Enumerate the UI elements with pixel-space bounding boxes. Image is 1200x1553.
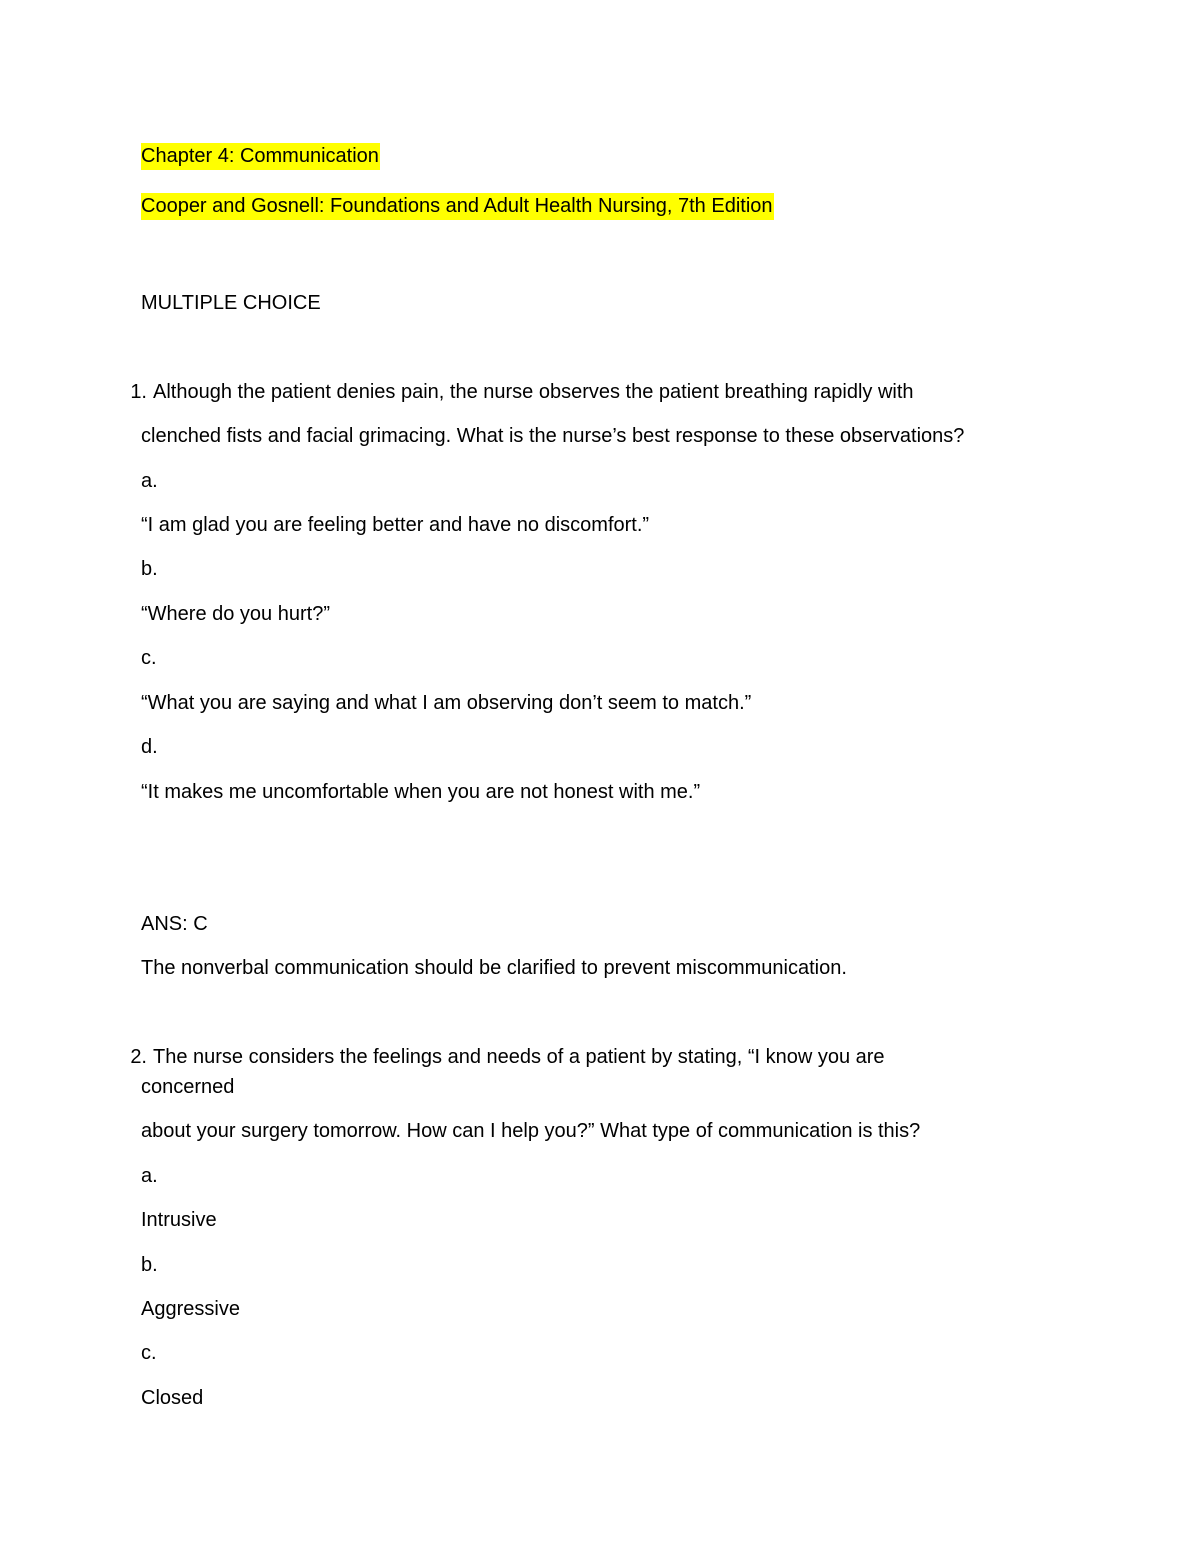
question-2-stem-line-2: concerned [141, 1076, 235, 1098]
question-2-stem-line-3: about your surgery tomorrow. How can I help you?” What type of communication is this? [141, 1120, 921, 1142]
chapter-title [141, 144, 380, 168]
question-1-stem-line-1 [111, 380, 914, 404]
question-1-rationale: The nonverbal communication should be clarified to prevent miscommunication. [141, 957, 847, 979]
question-2-number: 2. [130, 1046, 147, 1068]
question-1-option-a-text: “I am glad you are feeling better and have no discomfort.” [141, 514, 650, 536]
chapter-title-text: Chapter 4: Communication [141, 143, 380, 170]
question-2-stem-text: The nurse considers the feelings and needs of a patient by stating, “I know you are [153, 1046, 885, 1068]
question-2-option-c-text: Closed [141, 1387, 204, 1409]
question-1-option-b-text: “Where do you hurt?” [141, 603, 330, 625]
question-1-number: 1. [130, 381, 147, 403]
question-1-option-c-text: “What you are saying and what I am observing don’t seem to match.” [141, 692, 752, 714]
question-2-option-b-text: Aggressive [141, 1298, 240, 1320]
question-1-option-b-letter: b. [141, 558, 158, 580]
question-1-answer: ANS: C [141, 913, 208, 935]
question-1-option-d-letter: d. [141, 736, 158, 758]
book-title [141, 194, 774, 218]
question-2-option-a-text: Intrusive [141, 1209, 217, 1231]
question-1-stem-line-2: clenched fists and facial grimacing. What is the nurse’s best response to these observations? [141, 425, 965, 447]
question-1-option-a-letter: a. [141, 470, 158, 492]
question-2-option-c-letter: c. [141, 1342, 157, 1364]
question-1-stem-text: Although the patient denies pain, the nurse observes the patient breathing rapidly with [153, 381, 914, 403]
book-title-text: Cooper and Gosnell: Foundations and Adult Health Nursing, 7th Edition [141, 193, 774, 220]
question-1-option-d-text: “It makes me uncomfortable when you are not honest with me.” [141, 781, 701, 803]
question-2-option-a-letter: a. [141, 1165, 158, 1187]
question-2-option-b-letter: b. [141, 1254, 158, 1276]
section-title: MULTIPLE CHOICE [141, 292, 321, 314]
question-2-stem-line-1 [111, 1045, 885, 1069]
question-1-option-c-letter: c. [141, 647, 157, 669]
